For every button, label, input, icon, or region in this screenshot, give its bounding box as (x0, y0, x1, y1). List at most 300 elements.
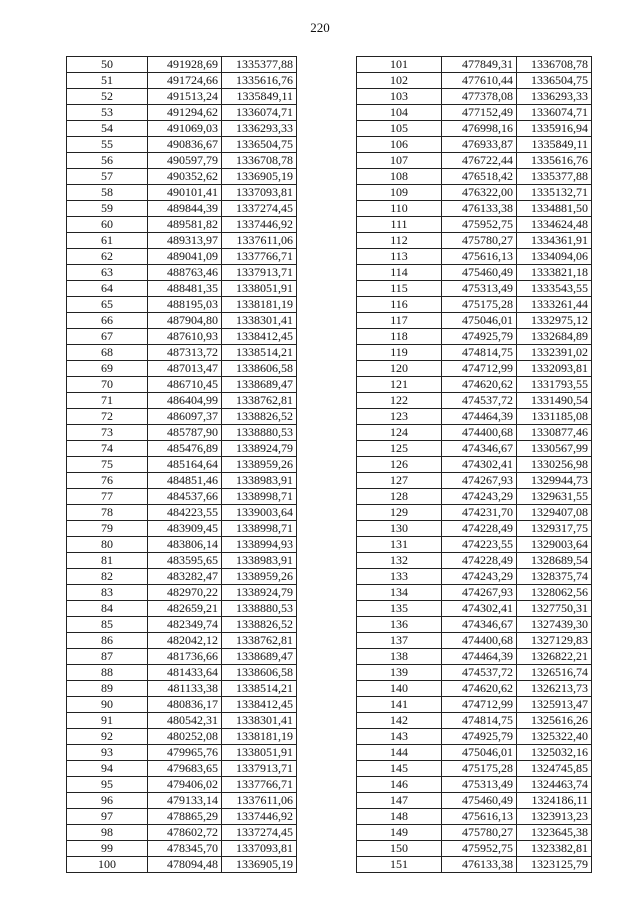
table-row (67, 457, 297, 473)
table-row (357, 857, 592, 873)
point-number-cell: 84 (67, 601, 148, 617)
x-coordinate-cell: 479683,65 (148, 761, 222, 777)
y-coordinate-cell: 1337766,71 (222, 249, 297, 265)
point-number-cell: 97 (67, 809, 148, 825)
y-coordinate-cell: 1333261,44 (517, 297, 592, 313)
point-number-cell: 64 (67, 281, 148, 297)
x-coordinate-cell: 474302,41 (442, 457, 517, 473)
point-number-cell: 77 (67, 489, 148, 505)
y-coordinate-cell: 1338514,21 (222, 681, 297, 697)
x-coordinate-cell: 474814,75 (442, 713, 517, 729)
table-row (357, 729, 592, 745)
x-coordinate-cell: 479965,76 (148, 745, 222, 761)
x-coordinate-cell: 475313,49 (442, 777, 517, 793)
point-number-cell: 148 (357, 809, 442, 825)
y-coordinate-cell: 1338924,79 (222, 585, 297, 601)
x-coordinate-cell: 474228,49 (442, 553, 517, 569)
y-coordinate-cell: 1334881,50 (517, 201, 592, 217)
table-row (67, 425, 297, 441)
y-coordinate-cell: 1337274,45 (222, 825, 297, 841)
point-number-cell: 126 (357, 457, 442, 473)
point-number-cell: 151 (357, 857, 442, 873)
point-number-cell: 81 (67, 553, 148, 569)
x-coordinate-cell: 476722,44 (442, 153, 517, 169)
table-row (67, 825, 297, 841)
x-coordinate-cell: 475046,01 (442, 313, 517, 329)
table-row (67, 489, 297, 505)
x-coordinate-cell: 480252,08 (148, 729, 222, 745)
y-coordinate-cell: 1328689,54 (517, 553, 592, 569)
table-row (357, 825, 592, 841)
point-number-cell: 124 (357, 425, 442, 441)
table-row (357, 793, 592, 809)
table-row (357, 409, 592, 425)
table-row (357, 697, 592, 713)
point-number-cell: 68 (67, 345, 148, 361)
point-number-cell: 141 (357, 697, 442, 713)
x-coordinate-cell: 487313,72 (148, 345, 222, 361)
table-row (67, 233, 297, 249)
table-row (357, 217, 592, 233)
point-number-cell: 66 (67, 313, 148, 329)
x-coordinate-cell: 486404,99 (148, 393, 222, 409)
point-number-cell: 134 (357, 585, 442, 601)
point-number-cell: 115 (357, 281, 442, 297)
y-coordinate-cell: 1324463,74 (517, 777, 592, 793)
point-number-cell: 87 (67, 649, 148, 665)
x-coordinate-cell: 478345,70 (148, 841, 222, 857)
point-number-cell: 107 (357, 153, 442, 169)
point-number-cell: 146 (357, 777, 442, 793)
table-row (357, 233, 592, 249)
y-coordinate-cell: 1323913,23 (517, 809, 592, 825)
table-row (357, 761, 592, 777)
y-coordinate-cell: 1338301,41 (222, 313, 297, 329)
y-coordinate-cell: 1337093,81 (222, 841, 297, 857)
x-coordinate-cell: 485787,90 (148, 425, 222, 441)
x-coordinate-cell: 474231,70 (442, 505, 517, 521)
point-number-cell: 150 (357, 841, 442, 857)
table-row (67, 537, 297, 553)
x-coordinate-cell: 486710,45 (148, 377, 222, 393)
x-coordinate-cell: 484851,46 (148, 473, 222, 489)
y-coordinate-cell: 1338762,81 (222, 633, 297, 649)
x-coordinate-cell: 474464,39 (442, 649, 517, 665)
y-coordinate-cell: 1339003,64 (222, 505, 297, 521)
x-coordinate-cell: 476933,87 (442, 137, 517, 153)
table-row (357, 281, 592, 297)
x-coordinate-cell: 481133,38 (148, 681, 222, 697)
x-coordinate-cell: 489313,97 (148, 233, 222, 249)
table-row (357, 681, 592, 697)
y-coordinate-cell: 1332093,81 (517, 361, 592, 377)
table-row (357, 425, 592, 441)
x-coordinate-cell: 474620,62 (442, 681, 517, 697)
y-coordinate-cell: 1331490,54 (517, 393, 592, 409)
table-row (67, 377, 297, 393)
y-coordinate-cell: 1338181,19 (222, 297, 297, 313)
y-coordinate-cell: 1337446,92 (222, 217, 297, 233)
table-row (67, 281, 297, 297)
table-row (357, 169, 592, 185)
y-coordinate-cell: 1331793,55 (517, 377, 592, 393)
table-row (67, 729, 297, 745)
point-number-cell: 93 (67, 745, 148, 761)
point-number-cell: 145 (357, 761, 442, 777)
y-coordinate-cell: 1329631,55 (517, 489, 592, 505)
point-number-cell: 102 (357, 73, 442, 89)
point-number-cell: 138 (357, 649, 442, 665)
y-coordinate-cell: 1335377,88 (222, 57, 297, 73)
point-number-cell: 79 (67, 521, 148, 537)
point-number-cell: 120 (357, 361, 442, 377)
x-coordinate-cell: 474712,99 (442, 361, 517, 377)
y-coordinate-cell: 1329003,64 (517, 537, 592, 553)
table-row (357, 121, 592, 137)
y-coordinate-cell: 1338051,91 (222, 745, 297, 761)
y-coordinate-cell: 1338689,47 (222, 649, 297, 665)
table-row (67, 617, 297, 633)
point-number-cell: 99 (67, 841, 148, 857)
point-number-cell: 137 (357, 633, 442, 649)
point-number-cell: 131 (357, 537, 442, 553)
table-row (67, 89, 297, 105)
table-row (67, 297, 297, 313)
table-row (67, 841, 297, 857)
y-coordinate-cell: 1338301,41 (222, 713, 297, 729)
x-coordinate-cell: 474243,29 (442, 489, 517, 505)
table-row (67, 73, 297, 89)
table-row (357, 185, 592, 201)
x-coordinate-cell: 474400,68 (442, 425, 517, 441)
y-coordinate-cell: 1334361,91 (517, 233, 592, 249)
table-row (67, 121, 297, 137)
table-row (357, 777, 592, 793)
table-row (357, 537, 592, 553)
y-coordinate-cell: 1337766,71 (222, 777, 297, 793)
x-coordinate-cell: 474267,93 (442, 585, 517, 601)
x-coordinate-cell: 482970,22 (148, 585, 222, 601)
point-number-cell: 119 (357, 345, 442, 361)
point-number-cell: 135 (357, 601, 442, 617)
y-coordinate-cell: 1335849,11 (517, 137, 592, 153)
y-coordinate-cell: 1335616,76 (222, 73, 297, 89)
y-coordinate-cell: 1337913,71 (222, 265, 297, 281)
point-number-cell: 86 (67, 633, 148, 649)
table-row (357, 665, 592, 681)
coordinates-table-right (356, 56, 592, 873)
point-number-cell: 85 (67, 617, 148, 633)
point-number-cell: 110 (357, 201, 442, 217)
table-row (357, 377, 592, 393)
x-coordinate-cell: 477610,44 (442, 73, 517, 89)
y-coordinate-cell: 1329944,73 (517, 473, 592, 489)
x-coordinate-cell: 491513,24 (148, 89, 222, 105)
y-coordinate-cell: 1334094,06 (517, 249, 592, 265)
point-number-cell: 61 (67, 233, 148, 249)
y-coordinate-cell: 1323125,79 (517, 857, 592, 873)
table-row (67, 57, 297, 73)
table-row (357, 105, 592, 121)
x-coordinate-cell: 485164,64 (148, 457, 222, 473)
table-row (357, 745, 592, 761)
table-row (357, 457, 592, 473)
point-number-cell: 57 (67, 169, 148, 185)
table-row (67, 585, 297, 601)
x-coordinate-cell: 487013,47 (148, 361, 222, 377)
point-number-cell: 91 (67, 713, 148, 729)
x-coordinate-cell: 474925,79 (442, 729, 517, 745)
table-row (67, 761, 297, 777)
x-coordinate-cell: 475616,13 (442, 809, 517, 825)
x-coordinate-cell: 482349,74 (148, 617, 222, 633)
point-number-cell: 108 (357, 169, 442, 185)
point-number-cell: 67 (67, 329, 148, 345)
x-coordinate-cell: 478094,48 (148, 857, 222, 873)
y-coordinate-cell: 1336905,19 (222, 857, 297, 873)
point-number-cell: 55 (67, 137, 148, 153)
y-coordinate-cell: 1336074,71 (222, 105, 297, 121)
point-number-cell: 130 (357, 521, 442, 537)
table-row (67, 521, 297, 537)
point-number-cell: 73 (67, 425, 148, 441)
table-row (67, 409, 297, 425)
point-number-cell: 88 (67, 665, 148, 681)
table-row (357, 249, 592, 265)
y-coordinate-cell: 1326516,74 (517, 665, 592, 681)
table-row (67, 345, 297, 361)
x-coordinate-cell: 479406,02 (148, 777, 222, 793)
y-coordinate-cell: 1327129,83 (517, 633, 592, 649)
x-coordinate-cell: 474537,72 (442, 393, 517, 409)
y-coordinate-cell: 1338606,58 (222, 665, 297, 681)
y-coordinate-cell: 1325322,40 (517, 729, 592, 745)
x-coordinate-cell: 484223,55 (148, 505, 222, 521)
y-coordinate-cell: 1325616,26 (517, 713, 592, 729)
point-number-cell: 143 (357, 729, 442, 745)
x-coordinate-cell: 475175,28 (442, 761, 517, 777)
x-coordinate-cell: 478865,29 (148, 809, 222, 825)
y-coordinate-cell: 1332975,12 (517, 313, 592, 329)
y-coordinate-cell: 1337611,06 (222, 793, 297, 809)
point-number-cell: 83 (67, 585, 148, 601)
point-number-cell: 82 (67, 569, 148, 585)
table-row (357, 585, 592, 601)
y-coordinate-cell: 1323645,38 (517, 825, 592, 841)
point-number-cell: 147 (357, 793, 442, 809)
point-number-cell: 101 (357, 57, 442, 73)
x-coordinate-cell: 488195,03 (148, 297, 222, 313)
point-number-cell: 112 (357, 233, 442, 249)
x-coordinate-cell: 487610,93 (148, 329, 222, 345)
y-coordinate-cell: 1338880,53 (222, 425, 297, 441)
y-coordinate-cell: 1334624,48 (517, 217, 592, 233)
table-row (67, 217, 297, 233)
x-coordinate-cell: 490101,41 (148, 185, 222, 201)
table-row (67, 169, 297, 185)
table-row (67, 185, 297, 201)
table-row (67, 553, 297, 569)
table-row (67, 329, 297, 345)
table-row (357, 601, 592, 617)
y-coordinate-cell: 1336504,75 (222, 137, 297, 153)
point-number-cell: 56 (67, 153, 148, 169)
y-coordinate-cell: 1338880,53 (222, 601, 297, 617)
x-coordinate-cell: 491928,69 (148, 57, 222, 73)
point-number-cell: 53 (67, 105, 148, 121)
y-coordinate-cell: 1338924,79 (222, 441, 297, 457)
point-number-cell: 80 (67, 537, 148, 553)
table-row (67, 393, 297, 409)
point-number-cell: 132 (357, 553, 442, 569)
y-coordinate-cell: 1338762,81 (222, 393, 297, 409)
x-coordinate-cell: 474346,67 (442, 617, 517, 633)
y-coordinate-cell: 1336905,19 (222, 169, 297, 185)
table-row (67, 473, 297, 489)
x-coordinate-cell: 481736,66 (148, 649, 222, 665)
table-row (357, 617, 592, 633)
x-coordinate-cell: 475780,27 (442, 233, 517, 249)
y-coordinate-cell: 1337446,92 (222, 809, 297, 825)
point-number-cell: 149 (357, 825, 442, 841)
table-row (67, 249, 297, 265)
table-row (357, 441, 592, 457)
point-number-cell: 52 (67, 89, 148, 105)
y-coordinate-cell: 1336708,78 (517, 57, 592, 73)
x-coordinate-cell: 474223,55 (442, 537, 517, 553)
x-coordinate-cell: 488481,35 (148, 281, 222, 297)
y-coordinate-cell: 1336293,33 (222, 121, 297, 137)
y-coordinate-cell: 1323382,81 (517, 841, 592, 857)
x-coordinate-cell: 476998,16 (442, 121, 517, 137)
y-coordinate-cell: 1326822,21 (517, 649, 592, 665)
x-coordinate-cell: 474243,29 (442, 569, 517, 585)
x-coordinate-cell: 484537,66 (148, 489, 222, 505)
x-coordinate-cell: 483282,47 (148, 569, 222, 585)
point-number-cell: 127 (357, 473, 442, 489)
x-coordinate-cell: 478602,72 (148, 825, 222, 841)
point-number-cell: 65 (67, 297, 148, 313)
point-number-cell: 109 (357, 185, 442, 201)
table-row (357, 313, 592, 329)
x-coordinate-cell: 491294,62 (148, 105, 222, 121)
point-number-cell: 74 (67, 441, 148, 457)
point-number-cell: 133 (357, 569, 442, 585)
table-row (67, 201, 297, 217)
point-number-cell: 140 (357, 681, 442, 697)
point-number-cell: 113 (357, 249, 442, 265)
x-coordinate-cell: 491069,03 (148, 121, 222, 137)
y-coordinate-cell: 1338994,93 (222, 537, 297, 553)
table-row (357, 553, 592, 569)
point-number-cell: 125 (357, 441, 442, 457)
x-coordinate-cell: 474228,49 (442, 521, 517, 537)
y-coordinate-cell: 1338181,19 (222, 729, 297, 745)
point-number-cell: 63 (67, 265, 148, 281)
table-row (67, 137, 297, 153)
y-coordinate-cell: 1335849,11 (222, 89, 297, 105)
x-coordinate-cell: 476133,38 (442, 857, 517, 873)
table-row (357, 297, 592, 313)
x-coordinate-cell: 490597,79 (148, 153, 222, 169)
point-number-cell: 69 (67, 361, 148, 377)
table-row (67, 601, 297, 617)
point-number-cell: 123 (357, 409, 442, 425)
point-number-cell: 54 (67, 121, 148, 137)
y-coordinate-cell: 1327750,31 (517, 601, 592, 617)
y-coordinate-cell: 1335132,71 (517, 185, 592, 201)
table-row (357, 393, 592, 409)
y-coordinate-cell: 1338051,91 (222, 281, 297, 297)
y-coordinate-cell: 1338412,45 (222, 697, 297, 713)
table-row (357, 473, 592, 489)
y-coordinate-cell: 1338514,21 (222, 345, 297, 361)
x-coordinate-cell: 490352,62 (148, 169, 222, 185)
table-row (357, 153, 592, 169)
point-number-cell: 116 (357, 297, 442, 313)
point-number-cell: 100 (67, 857, 148, 873)
x-coordinate-cell: 485476,89 (148, 441, 222, 457)
table-row (67, 105, 297, 121)
y-coordinate-cell: 1333543,55 (517, 281, 592, 297)
table-row (357, 89, 592, 105)
table-row (357, 265, 592, 281)
x-coordinate-cell: 480542,31 (148, 713, 222, 729)
y-coordinate-cell: 1333821,18 (517, 265, 592, 281)
x-coordinate-cell: 489844,39 (148, 201, 222, 217)
point-number-cell: 142 (357, 713, 442, 729)
x-coordinate-cell: 475616,13 (442, 249, 517, 265)
table-row (67, 265, 297, 281)
table-row (67, 569, 297, 585)
x-coordinate-cell: 476518,42 (442, 169, 517, 185)
y-coordinate-cell: 1325913,47 (517, 697, 592, 713)
y-coordinate-cell: 1330256,98 (517, 457, 592, 473)
x-coordinate-cell: 474814,75 (442, 345, 517, 361)
x-coordinate-cell: 482042,12 (148, 633, 222, 649)
x-coordinate-cell: 475952,75 (442, 841, 517, 857)
x-coordinate-cell: 488763,46 (148, 265, 222, 281)
point-number-cell: 60 (67, 217, 148, 233)
x-coordinate-cell: 489581,82 (148, 217, 222, 233)
y-coordinate-cell: 1336074,71 (517, 105, 592, 121)
point-number-cell: 105 (357, 121, 442, 137)
x-coordinate-cell: 481433,64 (148, 665, 222, 681)
x-coordinate-cell: 477152,49 (442, 105, 517, 121)
y-coordinate-cell: 1335616,76 (517, 153, 592, 169)
x-coordinate-cell: 475460,49 (442, 793, 517, 809)
y-coordinate-cell: 1338983,91 (222, 553, 297, 569)
table-row (357, 489, 592, 505)
y-coordinate-cell: 1324745,85 (517, 761, 592, 777)
table-row (67, 633, 297, 649)
table-row (357, 505, 592, 521)
point-number-cell: 96 (67, 793, 148, 809)
point-number-cell: 51 (67, 73, 148, 89)
y-coordinate-cell: 1325032,16 (517, 745, 592, 761)
y-coordinate-cell: 1336708,78 (222, 153, 297, 169)
x-coordinate-cell: 474537,72 (442, 665, 517, 681)
y-coordinate-cell: 1338959,26 (222, 457, 297, 473)
point-number-cell: 92 (67, 729, 148, 745)
point-number-cell: 70 (67, 377, 148, 393)
x-coordinate-cell: 489041,09 (148, 249, 222, 265)
y-coordinate-cell: 1338998,71 (222, 521, 297, 537)
table-row (357, 345, 592, 361)
table-row (67, 153, 297, 169)
x-coordinate-cell: 482659,21 (148, 601, 222, 617)
y-coordinate-cell: 1332391,02 (517, 345, 592, 361)
